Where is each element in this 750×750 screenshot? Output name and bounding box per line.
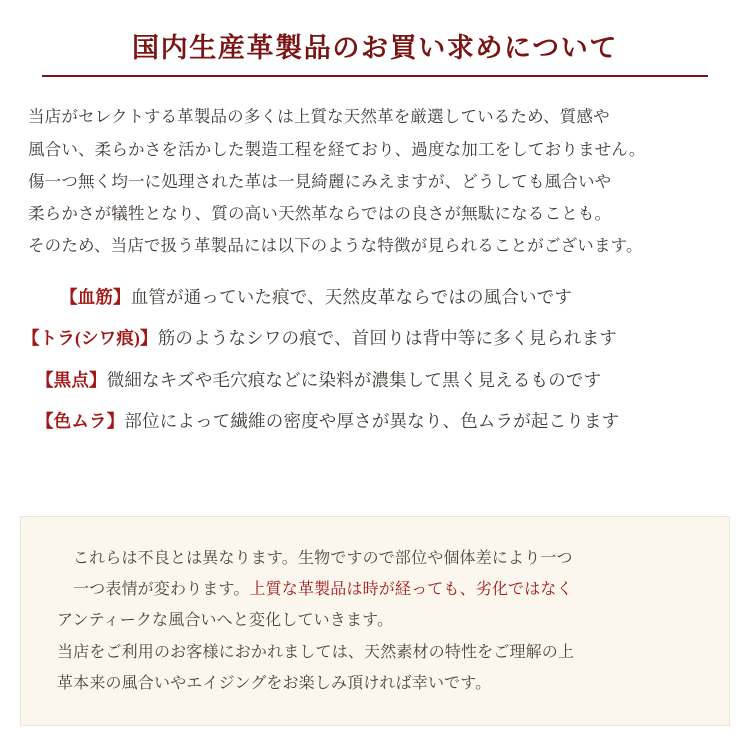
note-line-2: [57, 574, 699, 605]
note-line-4: 当店をご利用のお客様におかれましては、天然素材の特性をご理解の上: [57, 643, 575, 661]
feature-item-iromura: [18, 408, 732, 435]
feature-description: 血管が通っていた痕で、天然皮革ならではの風合いです: [130, 287, 573, 308]
note-line-1: これらは不良とは異なります。生物ですので部位や個体差により一つ: [73, 550, 573, 568]
intro-paragraph: [28, 101, 722, 262]
intro-line: そのため、当店で扱う革製品には以下のような特徴が見られることがございます。: [28, 236, 643, 256]
intro-line: 風合い、柔らかさを活かした製造工程を経ており、過度な加工をしておりません。: [28, 139, 646, 159]
note-line-2-emphasis: 上質な革製品は時が経っても、劣化ではなく: [249, 581, 573, 599]
feature-description: 微細なキズや毛穴痕などに染料が濃集して黒く見えるものです: [106, 369, 602, 390]
feature-description: 筋のようなシワの痕で、首回りは背中等に多く見られます: [157, 328, 617, 349]
feature-item-chisuji: [18, 284, 732, 311]
intro-line: 柔らかさが犠牲となり、質の高い天然革ならではの良さが無駄になることも。: [28, 203, 612, 223]
note-line-5: 革本来の風合いやエイジングをお楽しみ頂ければ幸いです。: [57, 674, 492, 692]
note-line-2-plain: 一つ表情が変わります。: [73, 581, 250, 599]
intro-line: 当店がセレクトする革製品の多くは上質な天然革を厳選しているため、質感や: [28, 107, 610, 127]
closing-note-box: [20, 516, 730, 726]
feature-tag: 【トラ(シワ痕)】: [22, 328, 158, 349]
intro-line: 傷一つ無く均一に処理された革は一見綺麗にみえますが、どうしても風合いや: [28, 171, 612, 191]
note-line-3: アンティークな風合いへと変化していきます。: [57, 612, 394, 630]
feature-item-kokuten: [18, 367, 732, 394]
feature-tag: 【黒点】: [36, 369, 107, 390]
feature-item-tora: [18, 325, 732, 352]
title-section: [0, 0, 750, 77]
page-title: 国内生産革製品のお買い求めについて: [42, 30, 708, 77]
feature-tag: 【色ムラ】: [36, 410, 125, 431]
feature-list: [18, 284, 732, 435]
feature-tag: 【血筋】: [60, 287, 131, 308]
feature-description: 部位によって繊維の密度や厚さが異なり、色ムラが起こります: [124, 410, 620, 431]
